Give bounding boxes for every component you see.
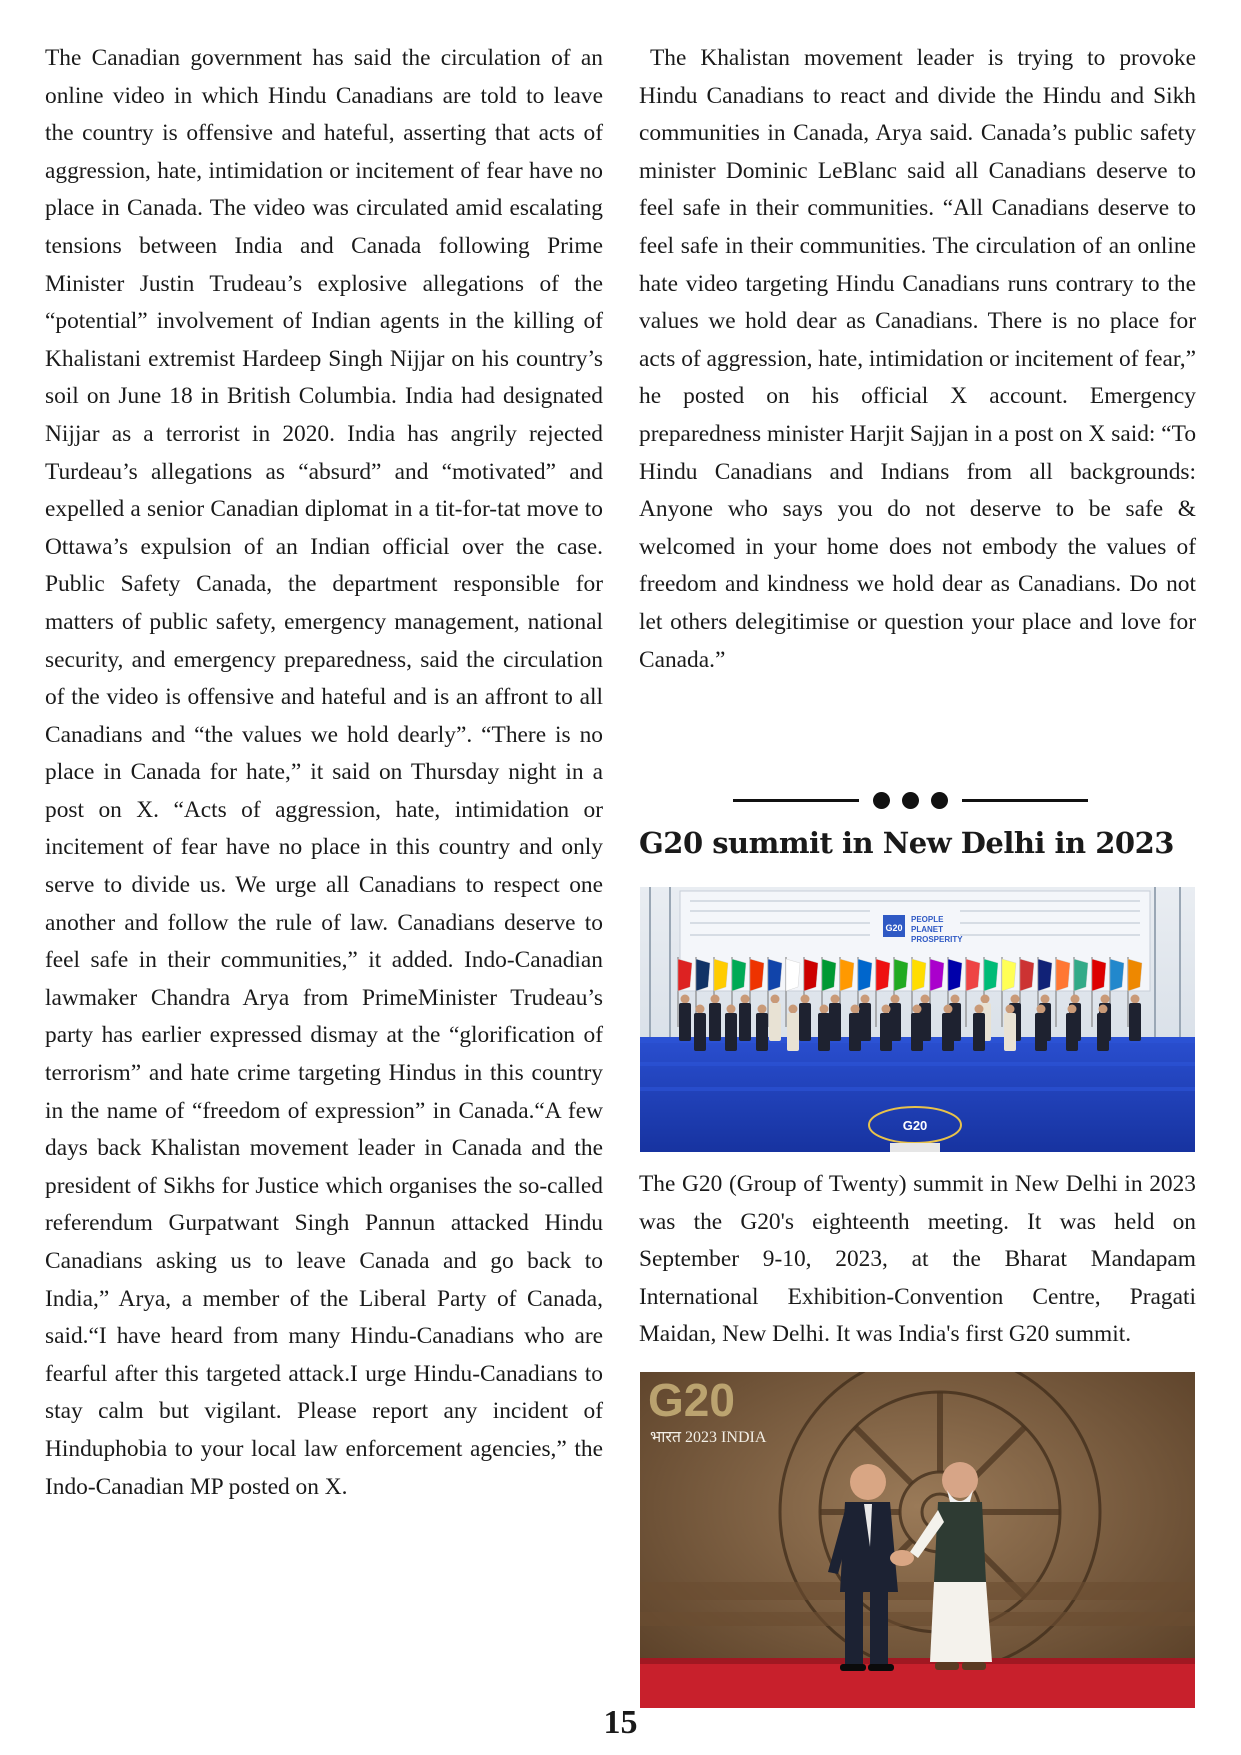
backdrop-text-prosperity: PROSPERITY (911, 935, 963, 944)
g20-logo-text: G20 (648, 1374, 735, 1426)
g20-india-subtitle: भारत 2023 INDIA (650, 1429, 767, 1446)
divider-rule-left (733, 799, 859, 802)
flag (912, 959, 926, 991)
flag (768, 959, 782, 991)
left-column-paragraph: The Canadian government has said the circulation of an online video in which Hindu Canadians are told to leave the country is offensive and hateful, asserting that acts of aggression, hate, intimidation or incitement of fear have no place in Canada. The video was circulated amid escalating tensions between India and Canada following Prime Minister Justin Trudeau’s explosive allegations of the “potential” involvement of Indian agents in the killing of Khalistani extremist Hardeep Singh Nijjar on his country’s soil on June 18 in British Columbia. India had designated Nijjar as a terrorist in 2020. India has angrily rejected Turdeau’s allegations as “absurd” and “motivated” and expelled a senior Canadian diplomat in a tit-for-tat move to Ottawa’s expulsion of an Indian official over the case. Public Safety Canada, the department responsible for matters of public safety, emergency management, national security, and emergency preparedness, said the circulation of the video is offensive and hateful and is an affront to all Canadians and “the values we hold dearly”. “There is no place in Canada for hate,” it said on Thursday night in a post on X. “Acts of aggression, hate, intimidation or incitement of fear have no place in this country and only serve to divide us. We urge all Canadians to respect one another and follow the rule of law. Canadians deserve to feel safe in their communities,” it added. Indo-Canadian lawmaker Chandra Arya from PrimeMinister Trudeau’s party has earlier expressed dismay at the “glorification of terrorism” and hate crime targeting Hindus in this country in the name of “freedom of expression” in Canada.“A few days back Khalistan movement leader in Canada and the president of Sikhs for Justice which organises the so-called referendum Gurpatwant Singh Pannun attacked Hindu Canadians asking us to leave Canada and go back to India,” Arya, a member of the Liberal Party of Canada, said.“I have heard from many Hindu-Canadians who are fearful after this targeted attack.I urge Hindu-Canadians to stay calm but vigilant. Please report any incident of Hinduphobia to your local law enforcement agencies,” the Indo-Canadian MP posted on X. (45, 45, 603, 1500)
flag (948, 959, 962, 991)
backdrop-text-people: PEOPLE (911, 915, 944, 924)
divider-rule-right (962, 799, 1088, 802)
flag (930, 959, 944, 991)
right-column-paragraph: The Khalistan movement leader is trying to provoke Hindu Canadians to react and divide the Hindu and Sikh communities in Canada, Arya said. Canada’s public safety minister Dominic LeBlanc said all Canadians deserve to feel safe in their communities. “All Canadians deserve to feel safe in their communities. The circulation of an online hate video targeting Hindu Canadians runs contrary to the values we hold dear as Canadians. There is no place for acts of aggression, hate, intimidation or incitement of fear,” he posted on his official X account. Emergency preparedness minister Harjit Sajjan in a post on X said: “To Hindu Canadians and Indians from all backgrounds: Anyone who says you do not deserve to be safe & welcomed in your home does not embody the values of freedom and kindness we hold dear as Canadians. Do not let others delegitimise or question your place and love for Canada.” (639, 45, 1197, 673)
left-column (45, 40, 603, 1506)
g20-summit-caption: The G20 (Group of Twenty) summit in New Delhi in 2023 was the G20's eighteenth meeting. It was held on September 9-10, 2023, at the Bharat Mandapam International Exhibition-Convention Centre, Pragati Maidan, New Delhi. It was India's first G20 summit. (639, 1171, 1196, 1348)
flag (1092, 959, 1106, 991)
divider-dot (873, 792, 890, 809)
divider-dot (902, 792, 919, 809)
flag (1056, 959, 1070, 991)
handshake-photo-illustration (640, 1372, 1195, 1708)
flag (678, 959, 692, 991)
flag (1110, 959, 1124, 991)
divider-dot (931, 792, 948, 809)
flag (1074, 959, 1088, 991)
g20-group-photo (640, 887, 1195, 1152)
page-number: 15 (603, 1704, 638, 1741)
red-carpet (640, 1662, 1195, 1708)
section-heading: G20 summit in New Delhi in 2023 (639, 826, 1174, 860)
flag (1002, 959, 1016, 991)
section-divider (733, 788, 1088, 812)
flag (804, 959, 818, 991)
stage (640, 1037, 1195, 1152)
flag (966, 959, 980, 991)
flag (1128, 959, 1142, 991)
flag (840, 959, 854, 991)
flag (750, 959, 764, 991)
handshake-photo (640, 1372, 1195, 1708)
flag (714, 959, 728, 991)
flag (876, 959, 890, 991)
backdrop-text-planet: PLANET (911, 925, 943, 934)
flag (858, 959, 872, 991)
flag (984, 959, 998, 991)
stage-logo-text: G20 (902, 1118, 928, 1133)
flag (1020, 959, 1034, 991)
flag (1038, 959, 1052, 991)
flag (822, 959, 836, 991)
right-column (639, 40, 1196, 679)
flag (696, 959, 710, 991)
g20-logo-text: G20 (885, 923, 903, 933)
flag (894, 959, 908, 991)
flag (786, 959, 800, 991)
g20-group-photo-illustration (640, 887, 1195, 1152)
divider-dots (873, 792, 948, 809)
flag (732, 959, 746, 991)
